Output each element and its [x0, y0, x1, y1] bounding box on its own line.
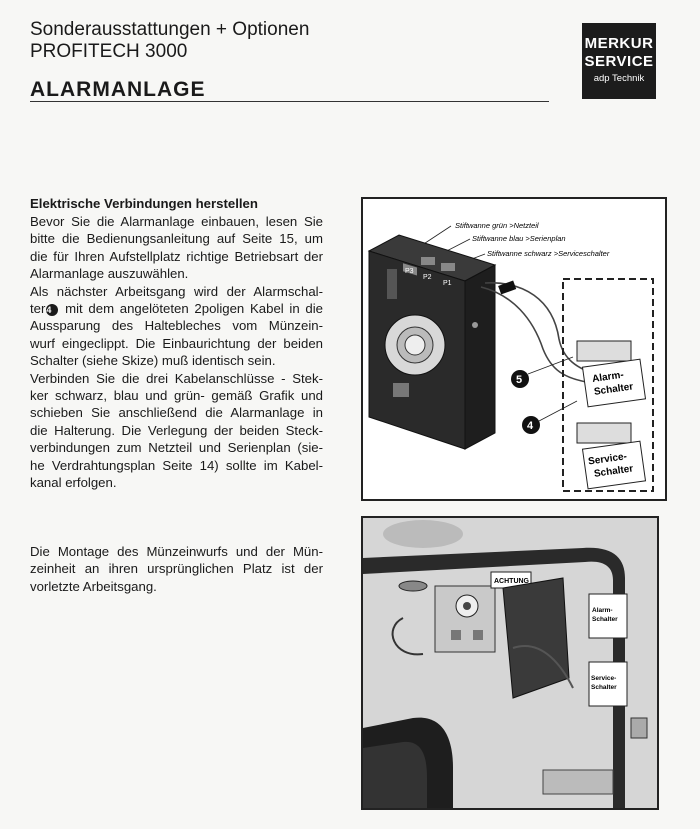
label-black-connector: Stiftwanne schwarz >Serviceschalter — [487, 249, 610, 258]
page-subtitle: Sonderausstattungen + Optionen — [30, 19, 310, 40]
callout-label: 5 — [516, 374, 523, 386]
port-label: P2 — [423, 274, 432, 281]
alarm-switch-ref-badge: 4 — [46, 304, 58, 316]
text-line: Verbinden Sie die drei Kabelanschlüsse - Stek- — [30, 370, 323, 386]
installation-illustration — [363, 518, 657, 808]
text-line: kanal erfolgen. — [30, 475, 117, 491]
text-line: Schalter (siehe Skize) muß identisch sein. — [30, 353, 276, 369]
assembly-paragraph — [30, 543, 323, 595]
alarm-switch — [577, 341, 646, 407]
label-green-connector: Stiftwanne grün >Netzteil — [455, 221, 539, 230]
service-switch-label: Service- — [591, 675, 617, 682]
logo-line-1: MERKUR — [584, 35, 654, 52]
service-switch — [577, 423, 646, 489]
text-line — [30, 300, 323, 317]
text-line: Als nächster Arbeitsgang wird der Alarmschal- — [30, 283, 323, 299]
logo-line-2: SERVICE — [584, 53, 654, 70]
alarm-switch-label: Alarm- — [591, 369, 625, 385]
text-line: wurf eingeclippt. Die Einbaurichtung der beiden — [30, 335, 323, 351]
text-fragment: ter — [30, 301, 46, 317]
text-line: Bevor Sie die Alarmanlage einbauen, lesen Sie — [30, 214, 323, 229]
logo-line-3: adp Technik — [593, 73, 645, 84]
text-line: die Halterung. Die Verlegung der beiden Steck- — [30, 422, 323, 438]
wiring-diagram-figure — [361, 197, 667, 501]
text-line: schieben Sie anschließend die Alarmanlage in — [30, 405, 323, 421]
text-line: Die Montage des Münzeinwurfs und der Mün- — [30, 544, 323, 559]
model-name: PROFITECH 3000 — [30, 41, 188, 62]
text-line: vorletzte Arbeitsgang. — [30, 578, 157, 594]
alarm-switch-label: Schalter — [592, 616, 618, 623]
callout-label: 4 — [527, 420, 534, 432]
text-line: zeinheit an ihren ursprünglichen Platz ist der — [30, 561, 323, 577]
alarm-switch-label: Alarm- — [592, 607, 613, 614]
text-line: ker schwarz, blau und grün- gemäß Grafik und — [30, 388, 323, 404]
text-line: he Verdrahtungsplan Seite 14) sollte im Kabel- — [30, 457, 323, 473]
merkur-service-logo — [582, 23, 656, 99]
instructions-paragraph — [30, 213, 323, 492]
section-title: ALARMANLAGE — [30, 78, 206, 101]
service-switch-label: Schalter — [593, 463, 634, 480]
alarm-switch-label: Schalter — [593, 381, 634, 398]
warning-label: ACHTUNG — [494, 578, 529, 585]
text-line: die für Ihren Aufstellplatz richtige Betriebsart der — [30, 248, 323, 264]
text-line: Alarmanlage auszuwählen. — [30, 266, 189, 282]
service-switch-label: Schalter — [591, 684, 617, 691]
port-label: P3 — [405, 268, 414, 275]
alarm-unit — [369, 235, 495, 449]
service-switch-label: Service- — [587, 451, 628, 468]
text-line: verbindungen zum Netzteil und Serienplan (sie- — [30, 440, 323, 456]
section-heading: Elektrische Verbindungen herstellen — [30, 196, 258, 211]
installation-photo-figure — [361, 516, 659, 810]
port-label: P1 — [443, 280, 452, 287]
text-line: bitte die Bedienungsanleitung auf Seite 15, um — [30, 231, 323, 247]
wiring-diagram — [363, 199, 665, 499]
label-blue-connector: Stiftwanne blau >Serienplan — [472, 234, 566, 243]
title-rule — [30, 101, 549, 102]
text-line: Aussparung des Haltebleches vom Münzein- — [30, 318, 323, 334]
text-fragment: mit dem angelöteten 2poligen Kabel in die — [65, 301, 323, 317]
